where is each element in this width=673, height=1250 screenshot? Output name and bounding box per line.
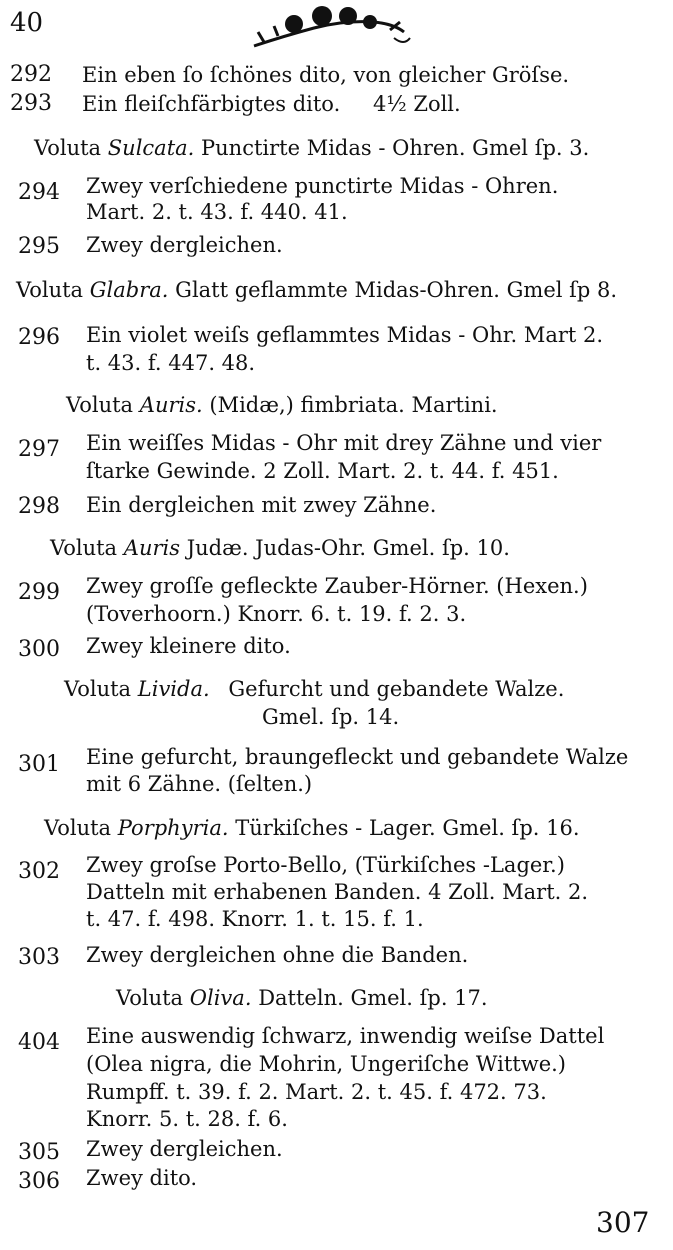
species: Oliva. — [189, 986, 252, 1010]
entry-number: 303 — [18, 945, 60, 970]
entry-text: Zwey dergleichen ohne die Banden. — [86, 943, 469, 967]
genus: Voluta — [116, 986, 184, 1010]
entry-number: 299 — [18, 580, 60, 605]
heading-rest: Glatt geflammte Midas-Ohren. Gmel ſp 8. — [175, 278, 618, 302]
species-heading — [16, 277, 617, 303]
entry-text — [82, 91, 461, 117]
entry-number: 293 — [10, 91, 52, 116]
genus: Voluta — [64, 677, 132, 701]
heading-rest: Datteln. Gmel. ſp. 17. — [258, 986, 488, 1010]
entry-text: Zwey dergleichen. — [86, 233, 283, 257]
entry-text: Zwey dito. — [86, 1166, 198, 1190]
entry-text-part: Ein fleiſchfärbigtes dito. — [82, 92, 341, 116]
entry-text: Eine auswendig ſchwarz, inwendig weiſse Dattel — [86, 1024, 605, 1048]
entry-text: ſtarke Gewinde. 2 Zoll. Mart. 2. t. 44. f. 451. — [86, 459, 559, 483]
entry-text: Zwey dergleichen. — [86, 1137, 283, 1161]
heading-rest: (Midæ,) fimbriata. Martini. — [209, 393, 498, 417]
entry-text: mit 6 Zähne. (ſelten.) — [86, 772, 313, 796]
genus: Voluta — [50, 536, 118, 560]
entry-text: Ein eben ſo ſchönes dito, von gleicher Gröſse. — [82, 63, 570, 87]
entry-unit: Zoll. — [413, 92, 461, 116]
heading-rest: Türkiſches - Lager. Gmel. ſp. 16. — [235, 816, 580, 840]
entry-number: 306 — [18, 1169, 60, 1194]
entry-text: Zwey verſchiedene punctirte Midas - Ohren. — [86, 174, 559, 198]
entry-number: 300 — [18, 637, 60, 662]
entry-number: 292 — [10, 62, 52, 87]
species-heading — [64, 676, 564, 702]
floral-ornament-icon — [244, 2, 414, 52]
heading-rest: Gefurcht und gebandete Walze. — [228, 677, 565, 701]
species: Auris. — [139, 393, 203, 417]
page-number: 40 — [10, 8, 44, 38]
heading-continuation: Gmel. ſp. 14. — [262, 705, 400, 729]
entry-text: Zwey kleinere dito. — [86, 634, 291, 658]
species-heading — [66, 392, 498, 418]
entry-number: 305 — [18, 1140, 60, 1165]
entry-number: 297 — [18, 437, 60, 462]
entry-text: Zwey groſſe gefleckte Zauber-Hörner. (Hexen.) — [86, 574, 588, 598]
species: Porphyria. — [117, 816, 229, 840]
entry-size: 4½ — [372, 92, 407, 116]
entry-text: Ein dergleichen mit zwey Zähne. — [86, 493, 437, 517]
genus: Voluta — [34, 136, 102, 160]
species: Livida. — [137, 677, 210, 701]
entry-text: Zwey groſse Porto-Bello, (Türkiſches -Lager.) — [86, 853, 565, 877]
entry-text: Knorr. 5. t. 28. f. 6. — [86, 1107, 288, 1131]
species-heading — [50, 535, 510, 561]
entry-text: Ein weiſſes Midas - Ohr mit drey Zähne und vier — [86, 431, 602, 455]
genus: Voluta — [44, 816, 112, 840]
species: Sulcata. — [107, 136, 195, 160]
entry-number: 301 — [18, 752, 60, 777]
entry-text: (Toverhoorn.) Knorr. 6. t. 19. f. 2. 3. — [86, 602, 467, 626]
entry-text: Rumpff. t. 39. f. 2. Mart. 2. t. 45. f. 472. 73. — [86, 1080, 547, 1104]
catchword: 307 — [596, 1206, 650, 1239]
entry-text: Datteln mit erhabenen Banden. 4 Zoll. Mart. 2. — [86, 880, 589, 904]
entry-number: 294 — [18, 180, 60, 205]
entry-number: 295 — [18, 234, 60, 259]
heading-rest: Judæ. Judas-Ohr. Gmel. ſp. 10. — [186, 536, 510, 560]
entry-number: 404 — [18, 1030, 60, 1055]
species: Auris — [123, 536, 181, 560]
species-heading — [116, 985, 488, 1011]
genus: Voluta — [66, 393, 134, 417]
entry-number: 298 — [18, 494, 60, 519]
species-heading — [44, 815, 580, 841]
entry-text: Ein violet weiſs geflammtes Midas - Ohr. Mart 2. — [86, 323, 604, 347]
entry-text: (Olea nigra, die Mohrin, Ungeriſche Wittwe.) — [86, 1052, 566, 1076]
species: Glabra. — [89, 278, 169, 302]
entry-number: 296 — [18, 325, 60, 350]
entry-text: Eine gefurcht, braungefleckt und gebandete Walze — [86, 745, 629, 769]
entry-text: Mart. 2. t. 43. f. 440. 41. — [86, 200, 348, 224]
genus: Voluta — [16, 278, 84, 302]
species-heading — [34, 135, 589, 161]
entry-text: t. 43. f. 447. 48. — [86, 351, 256, 375]
entry-text: t. 47. f. 498. Knorr. 1. t. 15. f. 1. — [86, 907, 424, 931]
heading-rest: Punctirte Midas - Ohren. Gmel ſp. 3. — [201, 136, 590, 160]
entry-number: 302 — [18, 859, 60, 884]
